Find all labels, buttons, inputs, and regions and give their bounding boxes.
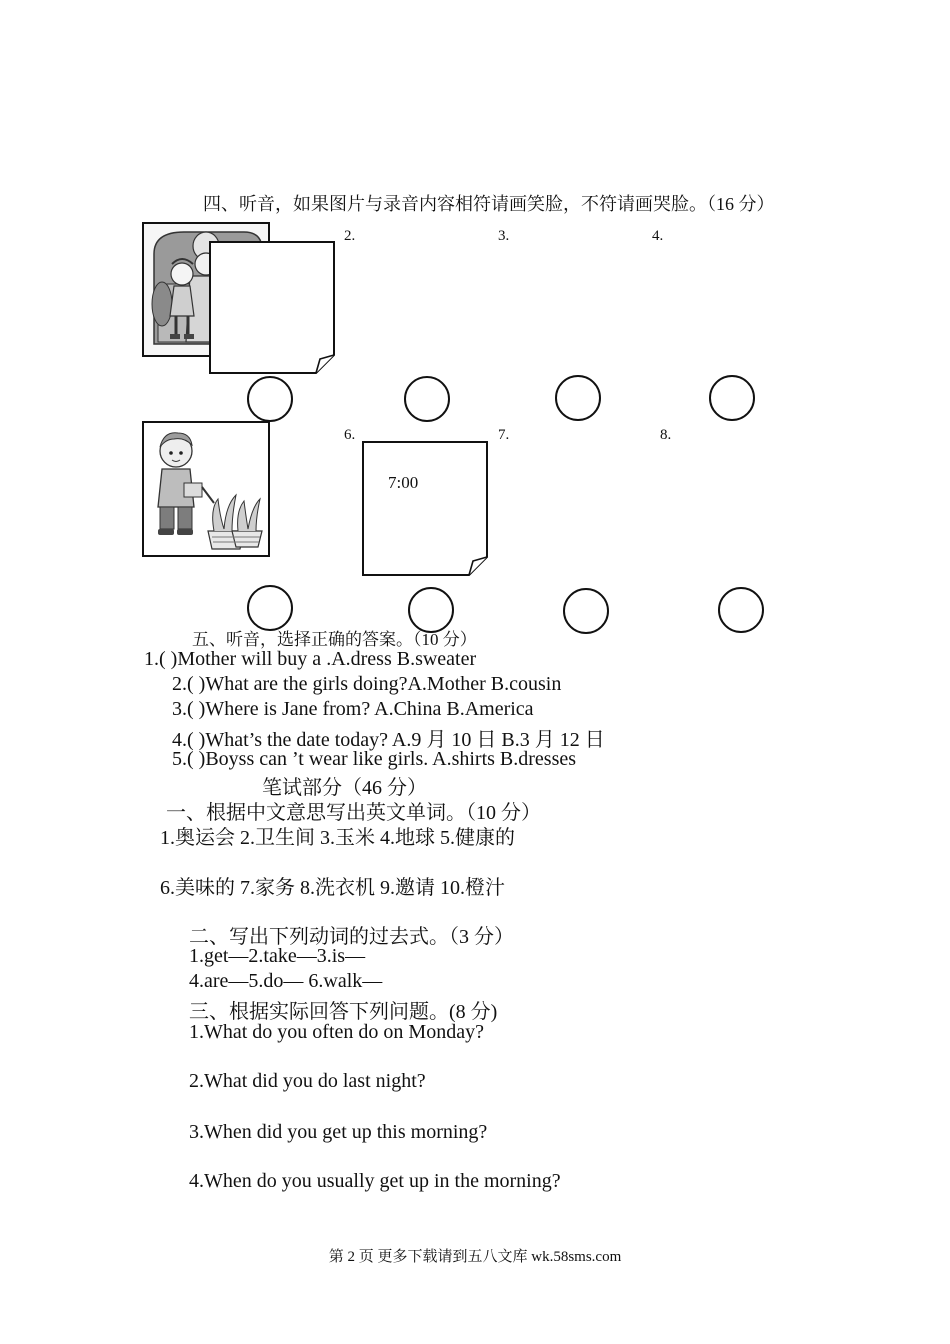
page-footer: 第 2 页 更多下载请到五八文库 wk.58sms.com — [328, 1249, 622, 1265]
item-number-3: 3. — [498, 228, 510, 244]
blank-note-card — [209, 241, 336, 375]
item-number-6: 6. — [344, 427, 356, 443]
folded-corner-note — [362, 441, 489, 577]
item-number-7: 7. — [498, 427, 510, 443]
part1-row-1: 1.奥运会 2.卫生间 3.玉米 4.地球 5.健康的 — [160, 827, 515, 849]
part2-heading: 二、写出下列动词的过去式。（3 分） — [189, 926, 514, 948]
section5-question-2: 2.( )What are the girls doing?A.Mother B.cousin — [172, 673, 562, 695]
section5-question-5: 5.( )Boyss can ’t wear like girls. A.shirts B.dresses — [172, 748, 577, 770]
folded-corner-note — [209, 241, 336, 375]
clock-note-card — [362, 441, 489, 577]
item-number-8: 8. — [660, 427, 672, 443]
part2-row-1: 1.get—2.take—3.is— — [189, 945, 366, 967]
part2-row-2: 4.are—5.do— 6.walk— — [189, 970, 383, 992]
part3-heading: 三、根据实际回答下列问题。(8 分) — [189, 1001, 498, 1023]
answer-circle-1[interactable] — [247, 376, 293, 422]
answer-circle-2[interactable] — [404, 376, 450, 422]
part3-question-2: 2.What did you do last night? — [189, 1070, 426, 1092]
picture-boy-watering — [142, 421, 270, 557]
written-part-title: 笔试部分（46 分） — [262, 777, 427, 799]
part1-row-2: 6.美味的 7.家务 8.洗衣机 9.邀请 10.橙汁 — [160, 877, 505, 899]
part1-heading: 一、根据中文意思写出英文单词。（10 分） — [166, 802, 541, 824]
section5-question-1: 1.( )Mother will buy a .A.dress B.sweater — [144, 648, 477, 670]
section5-question-3: 3.( )Where is Jane from? A.China B.America — [172, 698, 534, 720]
clock-time-text: 7:00 — [388, 473, 419, 492]
section4-heading: 四、听音，如果图片与录音内容相符请画笑脸，不符请画哭脸。（16 分） — [203, 194, 775, 214]
item-number-4: 4. — [652, 228, 664, 244]
answer-circle-4[interactable] — [709, 375, 755, 421]
answer-circle-8[interactable] — [718, 587, 764, 633]
part3-question-4: 4.When do you usually get up in the morning? — [189, 1170, 561, 1192]
answer-circle-7[interactable] — [563, 588, 609, 634]
part3-question-1: 1.What do you often do on Monday? — [189, 1021, 484, 1043]
answer-circle-3[interactable] — [555, 375, 601, 421]
section5-heading: 五、听音，选择正确的答案。（10 分） — [192, 630, 477, 649]
item-number-2: 2. — [344, 228, 356, 244]
part3-question-3: 3.When did you get up this morning? — [189, 1121, 488, 1143]
boy-watering-illustration — [144, 423, 268, 555]
section5-question-4: 4.( )What’s the date today? A.9 月 10 日 B.3 月 12 日 — [172, 729, 605, 751]
